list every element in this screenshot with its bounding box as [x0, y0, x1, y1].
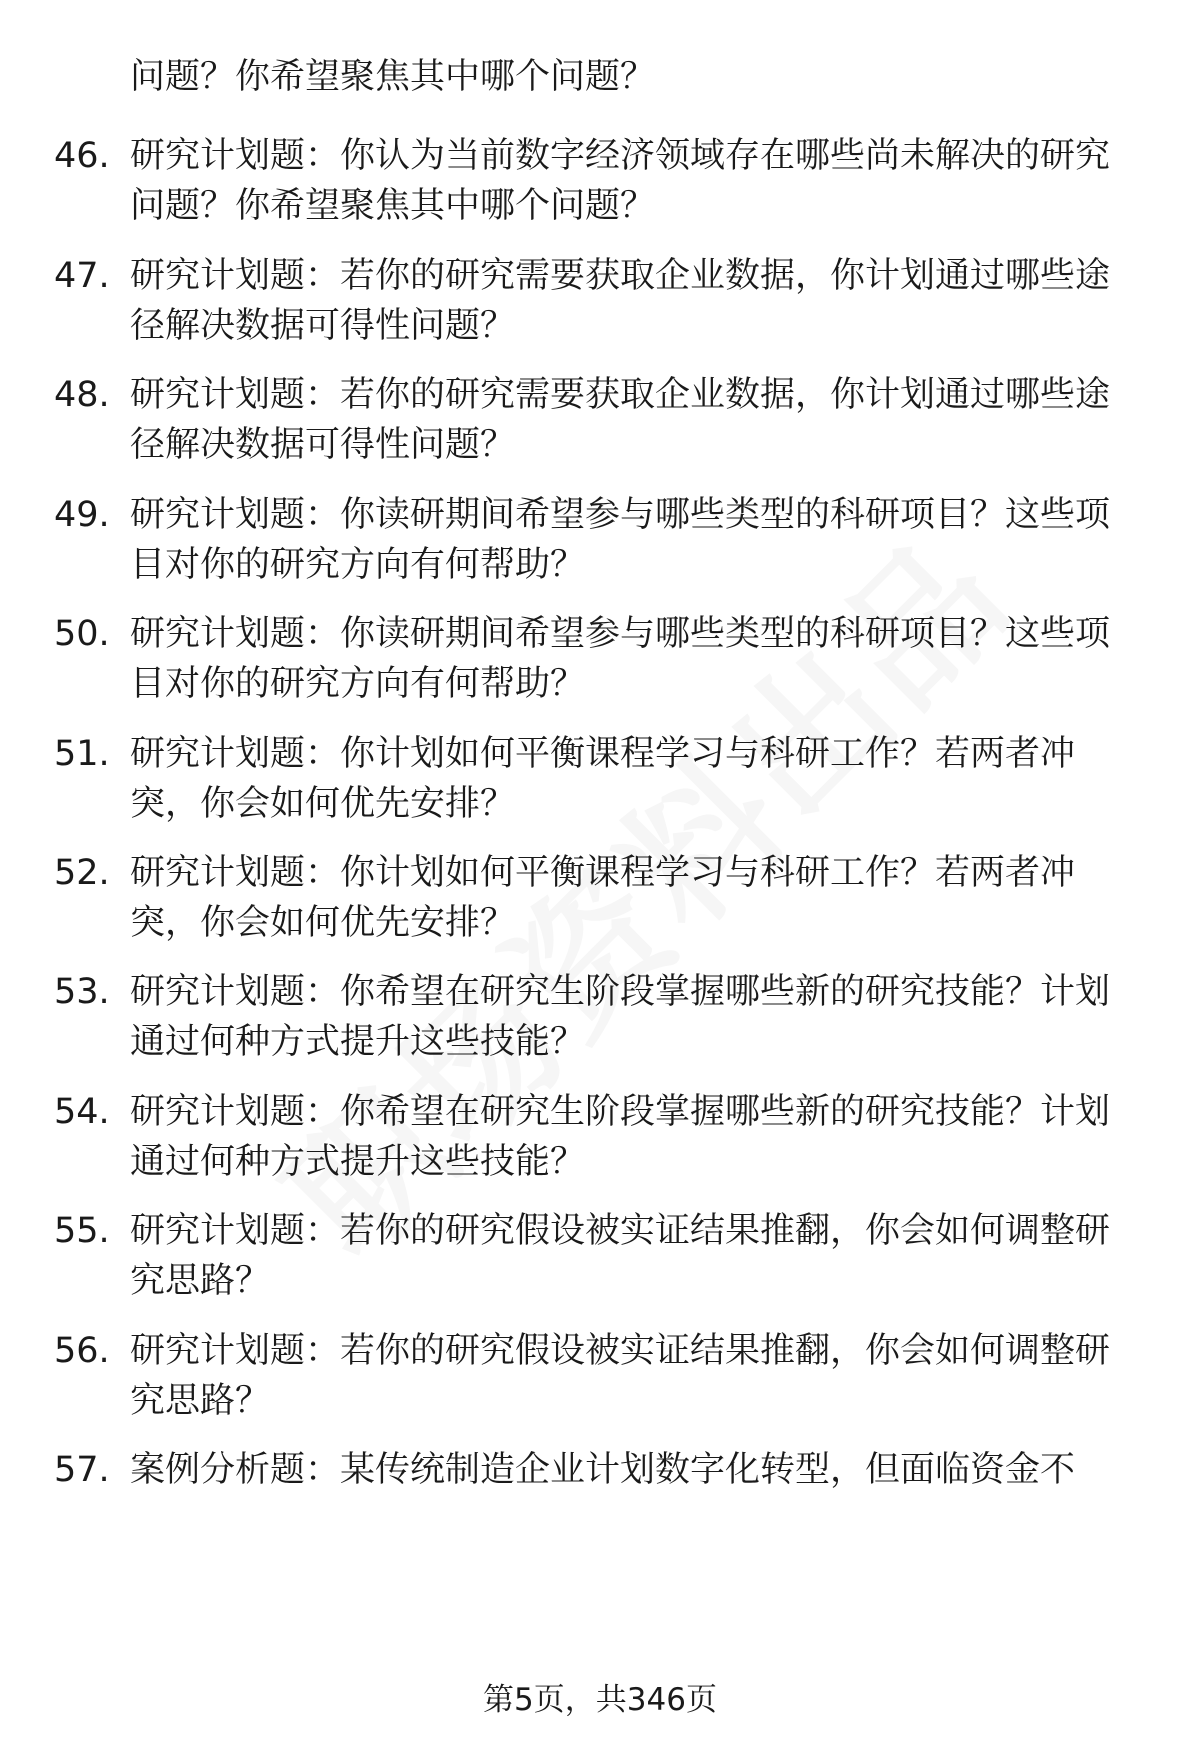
item-number: 49. — [54, 495, 110, 535]
item-text: 研究计划题：若你的研究需要获取企业数据，你计划通过哪些途径解决数据可得性问题？ — [130, 256, 1111, 346]
item-number: 56. — [54, 1331, 110, 1371]
item-text: 研究计划题：若你的研究假设被实证结果推翻，你会如何调整研究思路？ — [130, 1211, 1111, 1301]
item-text: 案例分析题：某传统制造企业计划数字化转型，但面临资金不 — [130, 1450, 1076, 1490]
item-text: 研究计划题：若你的研究假设被实证结果推翻，你会如何调整研究思路？ — [130, 1331, 1111, 1421]
page-footer: 第5页，共346页 — [483, 1682, 717, 1718]
item-number: 51. — [54, 734, 110, 774]
item-number: 54. — [54, 1092, 110, 1132]
item-text: 研究计划题：若你的研究需要获取企业数据，你计划通过哪些途径解决数据可得性问题？ — [130, 375, 1111, 465]
item-number: 47. — [54, 256, 110, 296]
item-number: 50. — [54, 614, 110, 654]
item-text: 研究计划题：你读研期间希望参与哪些类型的科研项目？这些项目对你的研究方向有何帮助？ — [130, 614, 1111, 704]
item-text: 研究计划题：你希望在研究生阶段掌握哪些新的研究技能？计划通过何种方式提升这些技能？ — [130, 1092, 1111, 1182]
item-number: 52. — [54, 853, 110, 893]
item-number: 48. — [54, 375, 110, 415]
item-text: 研究计划题：你计划如何平衡课程学习与科研工作？若两者冲突，你会如何优先安排？ — [130, 734, 1076, 824]
item-text: 问题？你希望聚焦其中哪个问题？ — [130, 57, 656, 97]
item-number: 53. — [54, 972, 110, 1012]
item-text: 研究计划题：你计划如何平衡课程学习与科研工作？若两者冲突，你会如何优先安排？ — [130, 853, 1076, 943]
item-text: 研究计划题：你认为当前数字经济领域存在哪些尚未解决的研究问题？你希望聚焦其中哪个问题？ — [130, 136, 1111, 226]
item-text: 研究计划题：你希望在研究生阶段掌握哪些新的研究技能？计划通过何种方式提升这些技能？ — [130, 972, 1111, 1062]
item-number: 46. — [54, 136, 110, 176]
item-text: 研究计划题：你读研期间希望参与哪些类型的科研项目？这些项目对你的研究方向有何帮助？ — [130, 495, 1111, 585]
item-number: 55. — [54, 1211, 110, 1251]
item-number: 57. — [54, 1450, 110, 1490]
